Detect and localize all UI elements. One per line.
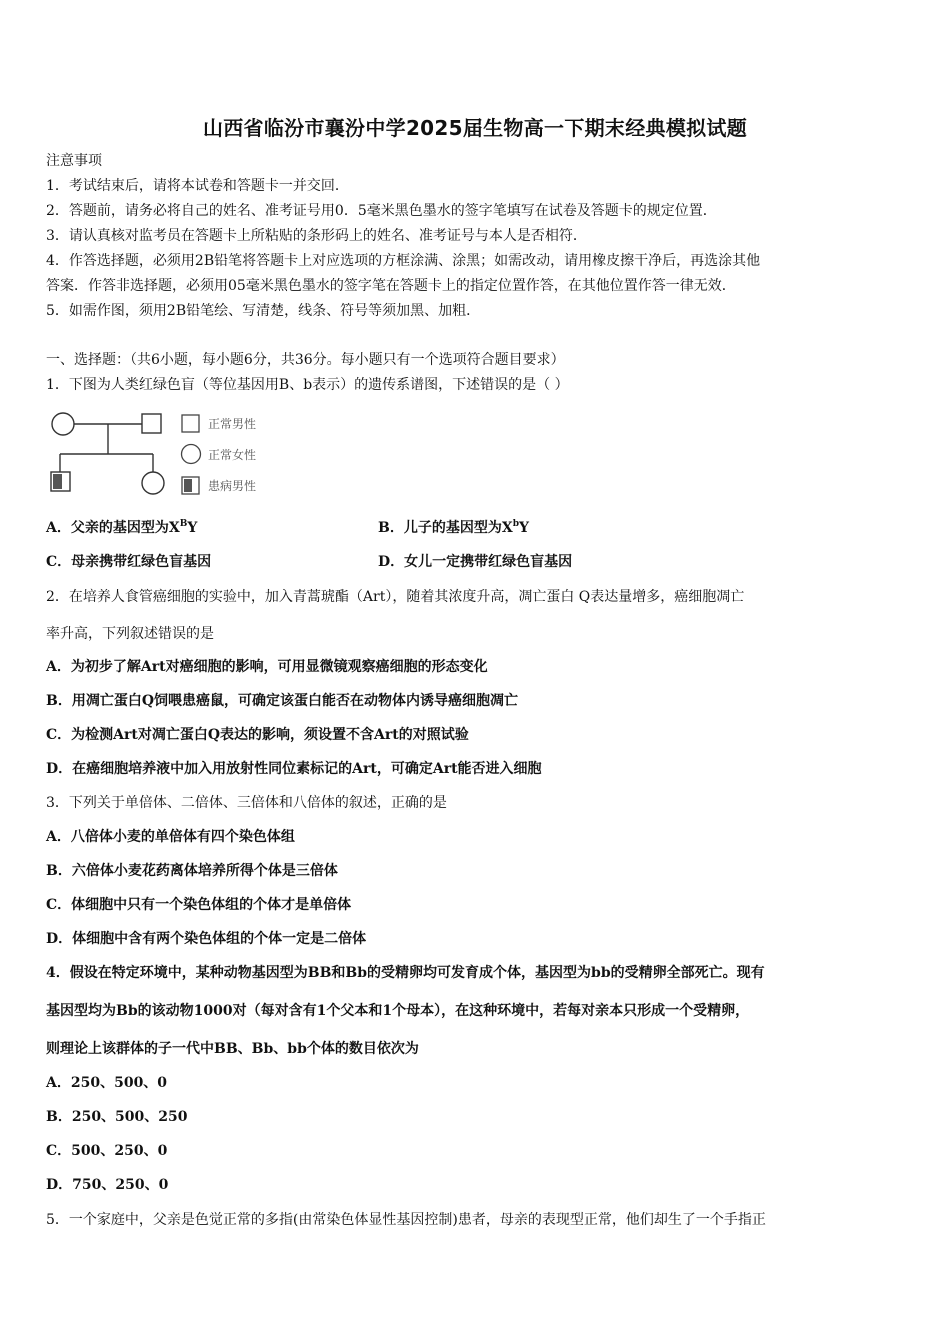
- question-4-option-a: A．250、500、0: [46, 1075, 168, 1091]
- notice-item: 5．如需作图，须用2B铅笔绘、写清楚，线条、符号等须加黑、加粗．: [46, 303, 481, 319]
- question-3-stem: 3．下列关于单倍体、二倍体、三倍体和八倍体的叙述，正确的是: [46, 795, 447, 811]
- legend-affected-male-fill: [184, 479, 192, 492]
- notice-item: 3．请认真核对监考员在答题卡上所粘贴的条形码上的姓名、准考证号与本人是否相符．: [46, 228, 587, 244]
- option-b-sup: b: [512, 519, 519, 529]
- section-heading: 一、选择题：（共6小题，每小题6分，共36分。每小题只有一个选项符合题目要求）: [46, 352, 565, 368]
- question-3-option-c: C．体细胞中只有一个染色体组的个体才是单倍体: [46, 897, 352, 913]
- question-2-option-b: B．用凋亡蛋白Q饲喂患癌鼠，可确定该蛋白能否在动物体内诱导癌细胞凋亡: [46, 693, 519, 709]
- question-1-option-d: D．女儿一定携带红绿色盲基因: [378, 554, 573, 570]
- question-4-option-c: C．500、250、0: [46, 1143, 168, 1159]
- question-4-stem-cont: 基因型均为Bb的该动物1000对（每对含有1个父本和1个母本），在这种环境中，若每对亲本只形成一个受精卵，: [46, 1003, 750, 1019]
- question-2-stem: 2．在培养人食管癌细胞的实验中，加入青蒿琥酯（Art），随着其浓度升高，凋亡蛋白 Q表达量增多，癌细胞凋亡: [46, 589, 745, 605]
- question-1-option-c: C．母亲携带红绿色盲基因: [46, 554, 212, 570]
- option-a-sup: B: [179, 519, 188, 529]
- legend-affected-male: 患病男性: [208, 479, 257, 493]
- question-3-option-b: B．六倍体小麦花药离体培养所得个体是三倍体: [46, 863, 338, 879]
- notice-item: 答案．作答非选择题，必须用05毫米黑色墨水的签字笔在答题卡上的指定位置作答，在其他位置作答一律无效．: [46, 278, 736, 294]
- notice-item: 4．作答选择题，必须用2B铅笔将答题卡上对应选项的方框涂满、涂黑；如需改动，请用橡皮擦干净后，再选涂其他: [46, 253, 761, 269]
- notice-item: 1．考试结束后，请将本试卷和答题卡一并交回．: [46, 178, 349, 194]
- question-3-option-d: D．体细胞中含有两个染色体组的个体一定是二倍体: [46, 931, 367, 947]
- option-a-text: A．父亲的基因型为X: [46, 520, 180, 536]
- notice-item: 2．答题前，请务必将自己的姓名、准考证号用0．5毫米黑色墨水的签字笔填写在试卷及答题卡的规定位置．: [46, 203, 717, 219]
- question-2-option-d: D．在癌细胞培养液中加入用放射性同位素标记的Art，可确定Art能否进入细胞: [46, 761, 542, 777]
- question-4-stem-cont: 则理论上该群体的子一代中BB、Bb、bb个体的数目依次为: [46, 1041, 419, 1057]
- question-3-option-a: A．八倍体小麦的单倍体有四个染色体组: [46, 829, 295, 845]
- question-1-option-a: [46, 517, 366, 539]
- mother-symbol: [52, 413, 74, 435]
- question-4-option-d: D．750、250、0: [46, 1177, 169, 1193]
- question-4-stem: 4．假设在特定环境中，某种动物基因型为BB和Bb的受精卵均可发育成个体，基因型为bb的受精卵全部死亡。现有: [46, 965, 765, 981]
- pedigree-diagram: [44, 404, 284, 500]
- option-a-suffix: Y: [187, 520, 198, 536]
- question-4-option-b: B．250、500、250: [46, 1109, 188, 1125]
- legend-normal-female-icon: [182, 445, 201, 464]
- father-symbol: [142, 414, 161, 433]
- affected-son-fill: [53, 474, 62, 489]
- option-b-text: B．儿子的基因型为X: [378, 520, 513, 536]
- page-title: 山西省临汾市襄汾中学2025届生物高一下期末经典模拟试题: [202, 116, 748, 140]
- option-b-suffix: Y: [519, 520, 529, 536]
- legend-normal-female: 正常女性: [208, 448, 257, 462]
- notice-heading: 注意事项: [46, 153, 102, 169]
- question-1-option-b: [378, 517, 529, 539]
- legend-normal-male: 正常男性: [208, 417, 257, 431]
- question-1-stem: 1．下图为人类红绿色盲（等位基因用B、b表示）的遗传系谱图，下述错误的是（ ）: [46, 377, 569, 393]
- question-2-stem-cont: 率升高，下列叙述错误的是: [46, 626, 214, 642]
- question-5-stem: 5．一个家庭中，父亲是色觉正常的多指(由常染色体显性基因控制)患者，母亲的表现型正常，他们却生了一个手指正: [46, 1212, 766, 1228]
- daughter-symbol: [142, 472, 164, 494]
- legend-normal-male-icon: [182, 415, 199, 432]
- question-2-option-a: A．为初步了解Art对癌细胞的影响，可用显微镜观察癌细胞的形态变化: [46, 659, 488, 675]
- question-2-option-c: C．为检测Art对凋亡蛋白Q表达的影响，须设置不含Art的对照试验: [46, 727, 469, 743]
